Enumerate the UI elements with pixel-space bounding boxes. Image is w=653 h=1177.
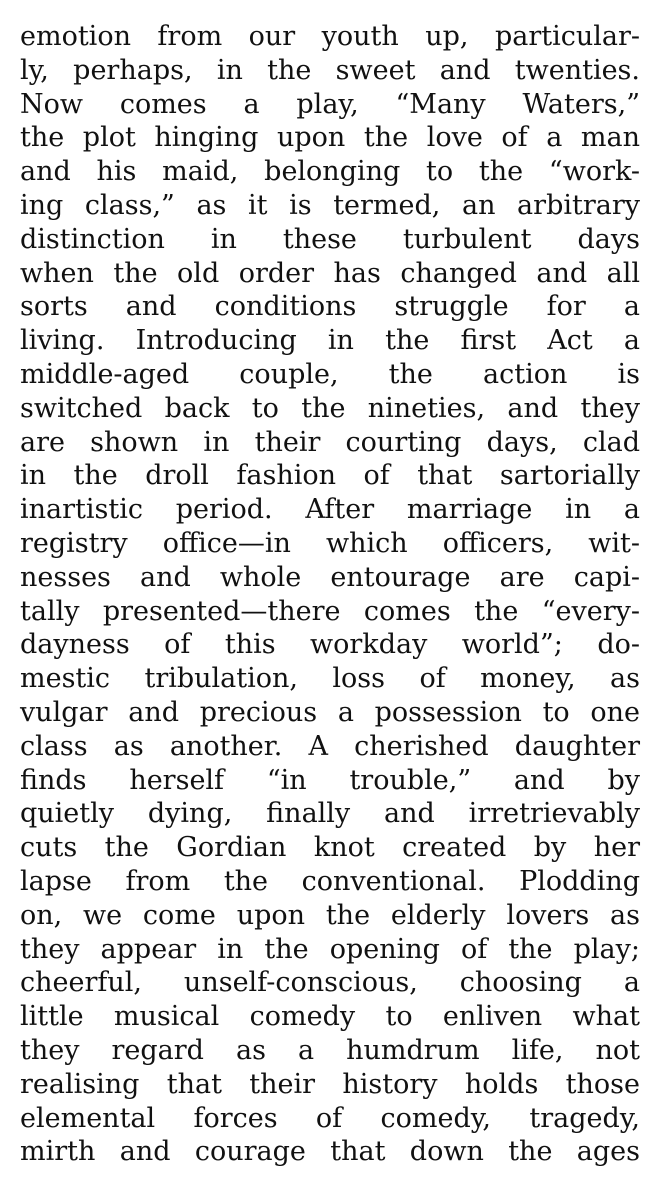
- text-line: middle-aged couple, the action is: [20, 358, 640, 390]
- text-line: they regard as a humdrum life, not: [20, 1034, 640, 1066]
- text-line: quietly dying, finally and irretrievably: [20, 798, 640, 830]
- text-line: vulgar and precious a possession to one: [20, 696, 640, 728]
- text-line: cheerful, unself-conscious, choosing a: [20, 967, 640, 999]
- text-line: they appear in the opening of the play;: [20, 933, 640, 965]
- text-line: finds herself “in trouble,” and by: [20, 764, 640, 796]
- text-line: switched back to the nineties, and they: [20, 392, 640, 424]
- text-line: mestic tribulation, loss of money, as: [20, 663, 640, 695]
- article-text-column: [20, 20, 640, 1169]
- text-line: inartistic period. After marriage in a: [20, 494, 640, 526]
- text-line: Now comes a play, “Many Waters,”: [20, 88, 640, 120]
- text-line: living. Introducing in the first Act a: [20, 325, 640, 357]
- text-line: tally presented—there comes the “every-: [20, 595, 640, 627]
- text-line: are shown in their courting days, clad: [20, 426, 640, 458]
- text-line: the plot hinging upon the love of a man: [20, 122, 640, 154]
- text-line: and his maid, belonging to the “work-: [20, 156, 640, 188]
- text-line: realising that their history holds those: [20, 1068, 640, 1100]
- text-line: lapse from the conventional. Plodding: [20, 865, 640, 897]
- text-line: on, we come upon the elderly lovers as: [20, 899, 640, 931]
- text-line: little musical comedy to enliven what: [20, 1001, 640, 1033]
- text-line: distinction in these turbulent days: [20, 223, 640, 255]
- text-line: sorts and conditions struggle for a: [20, 291, 640, 323]
- text-line: registry office—in which officers, wit-: [20, 527, 640, 559]
- text-line: emotion from our youth up, particular-: [20, 21, 640, 52]
- text-line: in the droll fashion of that sartorially: [20, 460, 640, 492]
- text-line: elemental forces of comedy, tragedy,: [20, 1102, 640, 1134]
- text-line: dayness of this workday world”; do-: [20, 629, 640, 661]
- text-line: cuts the Gordian knot created by her: [20, 832, 640, 864]
- text-line: mirth and courage that down the ages: [20, 1136, 640, 1168]
- text-line: ing class,” as it is termed, an arbitrary: [20, 189, 640, 221]
- text-line: class as another. A cherished daughter: [20, 730, 640, 762]
- text-line: when the old order has changed and all: [20, 257, 640, 289]
- text-line: ly, perhaps, in the sweet and twenties.: [20, 54, 640, 86]
- text-line: nesses and whole entourage are capi-: [20, 561, 640, 593]
